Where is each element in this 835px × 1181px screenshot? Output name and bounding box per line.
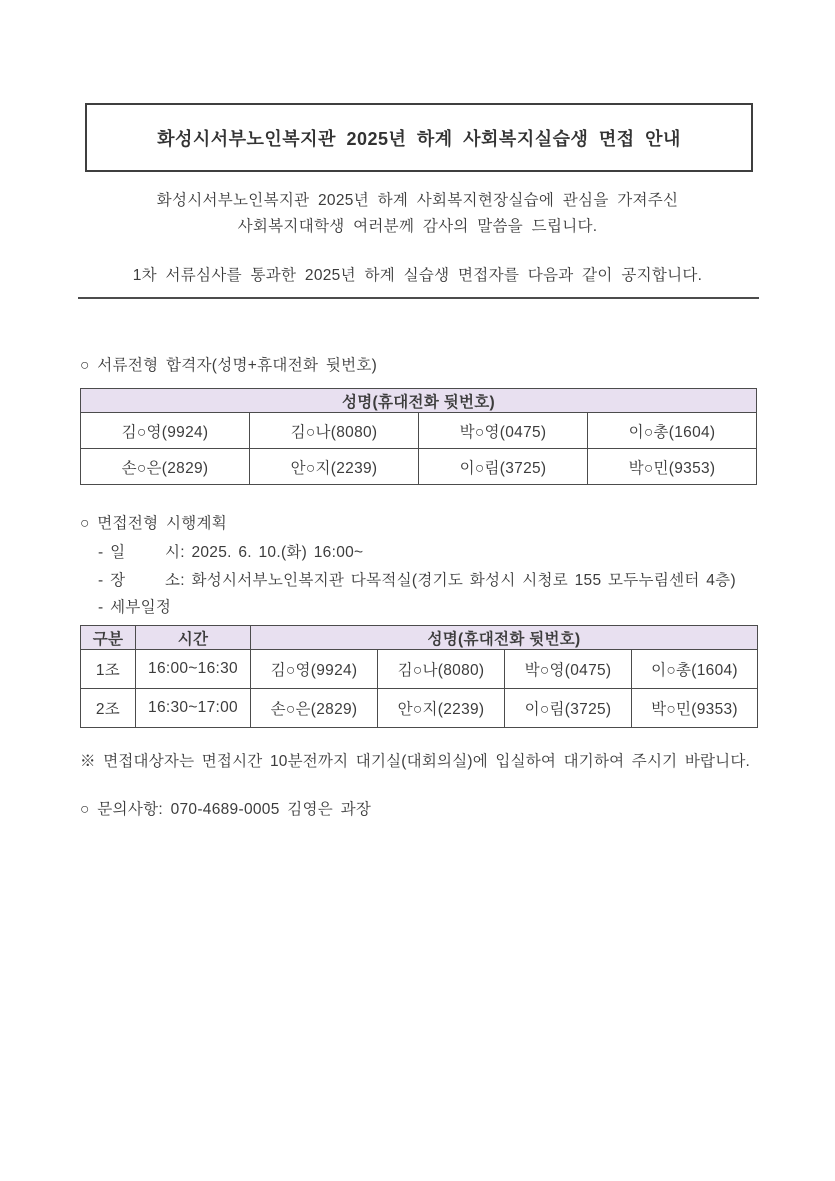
- title-box: [85, 103, 753, 172]
- pass-table-header-row: [81, 389, 757, 413]
- pass-cell: 김○나(8080): [250, 413, 419, 449]
- name-cell: 안○지(2239): [378, 689, 505, 728]
- pass-table-header-cell: 성명(휴대전화 뒷번호): [81, 389, 757, 413]
- announcement-line: 1차 서류심사를 통과한 2025년 하계 실습생 면접자를 다음과 같이 공지합니다.: [132, 267, 703, 284]
- horizontal-divider: [78, 297, 759, 299]
- interview-detail-label: - 세부일정: [98, 599, 172, 616]
- name-cell: 박○영(0475): [505, 650, 632, 689]
- pass-cell: 이○림(3725): [419, 449, 588, 485]
- name-cell: 이○총(1604): [632, 650, 758, 689]
- pass-cell: 김○영(9924): [81, 413, 250, 449]
- name-cell: 손○은(2829): [251, 689, 378, 728]
- waiting-room-note: ※ 면접대상자는 면접시간 10분전까지 대기실(대회의실)에 입실하여 대기하여 주시기 바랍니다.: [80, 753, 751, 770]
- intro-line-2: 사회복지대학생 여러분께 감사의 말씀을 드립니다.: [237, 218, 598, 235]
- name-cell: 박○민(9353): [632, 689, 758, 728]
- pass-cell: 손○은(2829): [81, 449, 250, 485]
- table-row: [81, 449, 757, 485]
- schedule-col-group: 구분: [81, 626, 136, 650]
- name-cell: 이○림(3725): [505, 689, 632, 728]
- name-cell: 김○나(8080): [378, 650, 505, 689]
- pass-cell: 박○영(0475): [419, 413, 588, 449]
- pass-table: [80, 388, 757, 485]
- schedule-col-time: 시간: [136, 626, 251, 650]
- group-cell: 2조: [81, 689, 136, 728]
- interview-datetime: - 일 시: 2025. 6. 10.(화) 16:00~: [98, 544, 364, 561]
- schedule-table: [80, 625, 758, 728]
- name-cell: 김○영(9924): [251, 650, 378, 689]
- pass-cell: 안○지(2239): [250, 449, 419, 485]
- contact-info: ○ 문의사항: 070-4689-0005 김영은 과장: [80, 801, 372, 818]
- time-cell: 16:00~16:30: [136, 650, 251, 689]
- pass-cell: 박○민(9353): [588, 449, 757, 485]
- table-row: [81, 413, 757, 449]
- group-cell: 1조: [81, 650, 136, 689]
- intro-line-1: 화성시서부노인복지관 2025년 하계 사회복지현장실습에 관심을 가져주신: [156, 192, 679, 209]
- table-row: [81, 650, 758, 689]
- time-cell: 16:30~17:00: [136, 689, 251, 728]
- pass-cell: 이○총(1604): [588, 413, 757, 449]
- interview-location: - 장 소: 화성시서부노인복지관 다목적실(경기도 화성시 시청로 155 모두누림센터 4층): [98, 572, 736, 589]
- interview-section-heading: ○ 면접전형 시행계획: [80, 515, 228, 532]
- schedule-col-names: 성명(휴대전화 뒷번호): [251, 626, 758, 650]
- pass-section-heading: ○ 서류전형 합격자(성명+휴대전화 뒷번호): [80, 357, 378, 374]
- table-row: [81, 689, 758, 728]
- schedule-table-header-row: [81, 626, 758, 650]
- document-title: 화성시서부노인복지관 2025년 하계 사회복지실습생 면접 안내: [157, 128, 681, 149]
